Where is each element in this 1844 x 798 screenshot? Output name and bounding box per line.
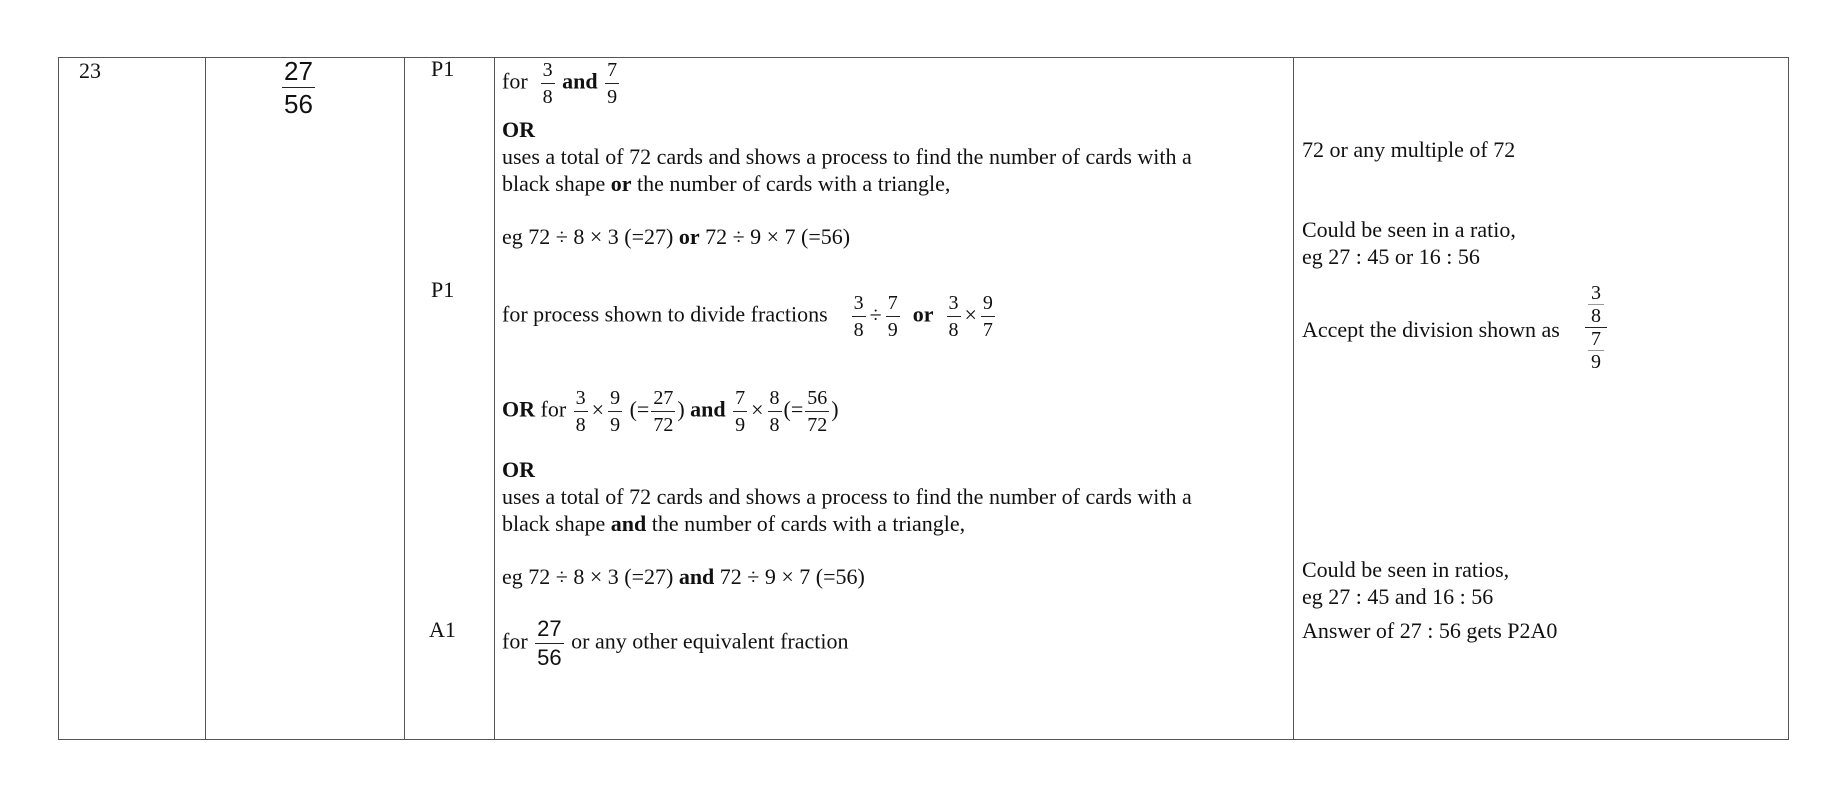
answer-numerator: 27 [284, 56, 313, 86]
question-number: 23 [79, 58, 101, 83]
working-text: black shape and the number of cards with a triangle, [502, 511, 966, 536]
working-text: uses a total of 72 cards and shows a process to find the number of cards with a [502, 144, 1192, 169]
mark-label: P1 [431, 277, 455, 302]
working-divide: for process shown to divide fractions $\frac{3}{8}$ ÷ $\frac{7}{9}$ or $\frac{3}{8}$ × $\frac{9}{7}$ [502, 292, 993, 341]
note-text: eg 27 : 45 and 16 : 56 [1302, 584, 1494, 609]
column-divider [205, 58, 206, 739]
working-or: OR [502, 457, 535, 482]
column-divider [404, 58, 405, 739]
working-final: for $\frac{27}{56}$ or any other equivalent fraction [502, 616, 849, 670]
mark-label: A1 [429, 617, 456, 642]
note-text: Answer of 27 : 56 gets P2A0 [1302, 618, 1558, 643]
working-line-fractions: for $\frac{3}{8}$ and $\frac{7}{9}$ [502, 59, 618, 108]
working-or: OR [502, 117, 535, 142]
working-example: eg 72 ÷ 8 × 3 (=27) and 72 ÷ 9 × 7 (=56) [502, 564, 865, 589]
answer-fraction [280, 58, 317, 117]
column-divider [494, 58, 495, 739]
column-divider [1293, 58, 1294, 739]
working-text: uses a total of 72 cards and shows a process to find the number of cards with a [502, 484, 1192, 509]
note-text: 72 or any multiple of 72 [1302, 137, 1516, 162]
nested-fraction: 3 8 7 9 [1585, 282, 1607, 373]
note-text: Could be seen in ratios, [1302, 557, 1510, 582]
working-example: eg 72 ÷ 8 × 3 (=27) or 72 ÷ 9 × 7 (=56) [502, 224, 851, 249]
note-text: eg 27 : 45 or 16 : 56 [1302, 244, 1480, 269]
note-text: Could be seen in a ratio, [1302, 217, 1516, 242]
note-text: Accept the division shown as [1302, 317, 1560, 342]
working-equivalent: OR for $\frac{3}{8}$ × $\frac{9}{9}$ (= $\frac{27}{72}$ ) and $\frac{7}{9}$ × $\frac{8}{8}$ (= $\frac{56}{72}$ ) [502, 387, 839, 436]
answer-denominator: 56 [284, 89, 313, 119]
mark-label: P1 [431, 56, 455, 81]
working-text: black shape or the number of cards with a triangle, [502, 171, 951, 196]
